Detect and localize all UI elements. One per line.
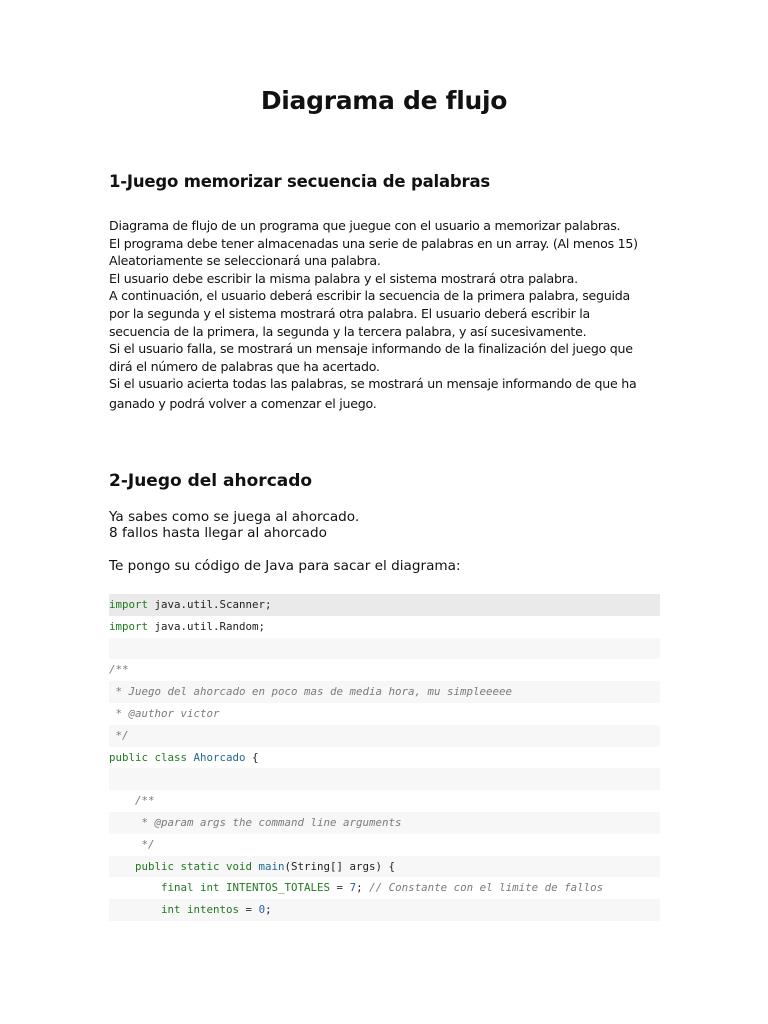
section-heading-memorizar: 1-Juego memorizar secuencia de palabras [109,172,490,191]
paragraph-line: Aleatoriamente se seleccionará una palabra. [109,253,381,269]
code-line: public class Ahorcado { [109,750,259,764]
intro-line: Ya sabes como se juega al ahorcado. [109,509,360,525]
paragraph-line: El programa debe tener almacenadas una serie de palabras en un array. (Al menos 15) [109,235,638,251]
section1-paragraph [109,217,669,413]
java-code-block [109,594,660,921]
code-line: */ [109,837,155,851]
intro-line: 8 fallos hasta llegar al ahorcado [109,525,327,541]
code-line [109,638,660,660]
paragraph-line: Si el usuario falla, se mostrará un mensaje informando de la finalización del juego que [109,341,633,357]
code-line [109,768,660,790]
code-intro: Te pongo su código de Java para sacar el diagrama: [109,558,461,574]
paragraph-line: secuencia de la primera, la segunda y la tercera palabra, y así sucesivamente. [109,323,587,339]
code-line: * @author victor [109,706,220,720]
code-line: * @param args the command line arguments [109,812,660,834]
paragraph-line: A continuación, el usuario deberá escribir la secuencia de la primera palabra, seguida [109,288,630,304]
section-heading-ahorcado: 2-Juego del ahorcado [109,471,313,491]
code-line: /** [109,663,129,677]
code-line: public static void main(String[] args) { [109,856,660,878]
code-line: int intentos = 0; [109,899,660,921]
code-line: * Juego del ahorcado en poco mas de media hora, mu simpleeeee [109,681,660,703]
code-line: */ [109,725,660,747]
code-line: /** [109,794,155,808]
paragraph-line: Diagrama de flujo de un programa que juegue con el usuario a memorizar palabras. [109,218,621,233]
paragraph-line: El usuario debe escribir la misma palabra y el sistema mostrará otra palabra. [109,270,578,286]
paragraph-line: ganado y podrá volver a comenzar el juego. [109,395,377,411]
code-line: final int INTENTOS_TOTALES = 7; // Constante con el limite de fallos [161,881,604,895]
code-line: import java.util.Random; [109,619,266,633]
paragraph-line: por la segunda y el sistema mostrará otra palabra. El usuario deberá escribir la [109,305,590,321]
page-title: Diagrama de flujo [260,86,508,115]
code-line: import java.util.Scanner; [109,594,660,616]
paragraph-line: Si el usuario acierta todas las palabras, se mostrará un mensaje informando de que ha [109,376,637,392]
paragraph-line: dirá el número de palabras que ha acertado. [109,358,380,374]
